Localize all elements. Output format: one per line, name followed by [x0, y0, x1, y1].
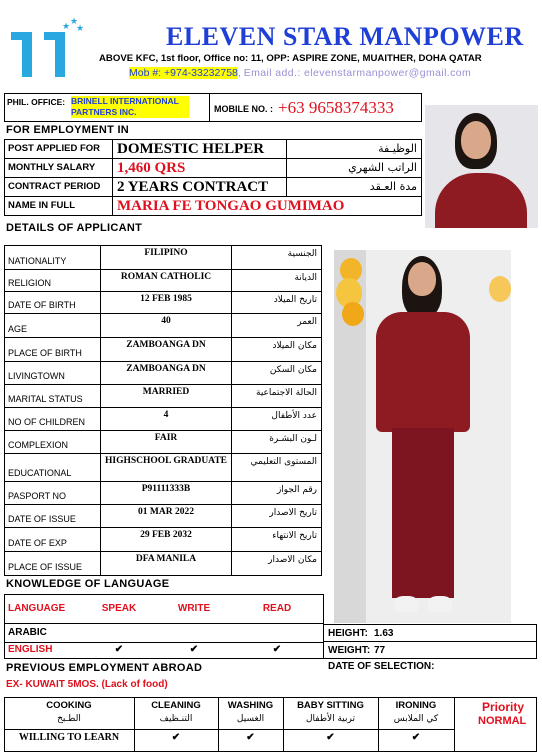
- uniform-pants: [392, 428, 454, 598]
- detail-value: P91111333B: [141, 484, 191, 494]
- height-value: 1.63: [374, 628, 394, 639]
- language-divider: [4, 642, 324, 643]
- detail-label-cell: [4, 504, 101, 528]
- employment-value-cell: [112, 158, 287, 178]
- language-divider: [4, 623, 324, 624]
- detail-value-cell: [100, 269, 232, 292]
- detail-arabic: العمر: [297, 317, 317, 327]
- employment-arabic: الراتب الشهري: [348, 161, 417, 174]
- detail-label-cell: [4, 291, 101, 314]
- detail-value: DFA MANILA: [135, 554, 197, 564]
- company-name: ELEVEN STAR MANPOWER: [166, 22, 524, 51]
- detail-arabic: مكان الاصدار: [268, 555, 317, 565]
- speak-header: SPEAK: [101, 603, 137, 614]
- speak-check: ✔: [114, 644, 124, 655]
- detail-arabic: مكان الميلاد: [272, 341, 317, 351]
- detail-arabic: تاريخ الميلاد: [273, 295, 317, 305]
- previous-entry: EX- KUWAIT 5MOS. (Lack of food): [6, 679, 168, 690]
- detail-label: AGE: [8, 324, 28, 334]
- employment-label-cell: [4, 139, 113, 159]
- weight-value: 77: [374, 645, 386, 656]
- shoe: [428, 596, 452, 612]
- detail-arabic-cell: [231, 504, 322, 528]
- detail-label: NO OF CHILDREN: [8, 417, 86, 427]
- detail-value-cell: [100, 527, 232, 552]
- detail-value-cell: [100, 453, 232, 482]
- priority-value: NORMAL: [478, 715, 527, 727]
- detail-label-cell: [4, 527, 101, 552]
- detail-arabic-cell: [231, 269, 322, 292]
- detail-value: HIGHSCHOOL GRADUATE: [104, 456, 228, 466]
- logo-stroke: [22, 32, 32, 77]
- detail-value-cell: [100, 481, 232, 505]
- employment-label-cell: [4, 177, 113, 197]
- detail-arabic: الديانة: [294, 273, 317, 283]
- skills-value-row: [4, 732, 454, 746]
- detail-arabic-cell: [231, 430, 322, 454]
- detail-label-cell: [4, 453, 101, 482]
- language-header-row: [4, 603, 324, 617]
- detail-value: 4: [163, 410, 169, 420]
- detail-value: ZAMBOANGA DN: [126, 340, 206, 350]
- detail-value-cell: [100, 504, 232, 528]
- language-header: LANGUAGE: [8, 603, 66, 614]
- detail-arabic-cell: [231, 527, 322, 552]
- detail-value-cell: [100, 430, 232, 454]
- weight-label: WEIGHT:: [328, 645, 371, 656]
- ironing-header: IRONING: [395, 700, 437, 711]
- detail-label-cell: [4, 407, 101, 431]
- washing-arabic: الغسيل: [236, 714, 265, 724]
- read-check: ✔: [272, 644, 282, 655]
- washing-header: WASHING: [227, 700, 274, 711]
- office-label: PHIL. OFFICE:: [7, 97, 66, 107]
- detail-arabic-cell: [231, 361, 322, 385]
- employment-label: POST APPLIED FOR: [8, 143, 101, 154]
- detail-arabic-cell: [231, 291, 322, 314]
- employment-label-cell: [4, 196, 113, 216]
- employment-arabic: مدة العـقد: [369, 180, 417, 193]
- cooking-arabic: الطـبخ: [57, 714, 81, 724]
- employment-arabic-cell: [286, 139, 422, 159]
- detail-label: DATE OF EXP: [8, 538, 67, 548]
- detail-arabic: تاريخ الاصدار: [269, 508, 317, 518]
- detail-value: ROMAN CATHOLIC: [120, 272, 212, 282]
- detail-value: 12 FEB 1985: [140, 294, 192, 304]
- detail-label: PLACE OF ISSUE: [8, 562, 83, 572]
- detail-label: PASPORT NO: [8, 491, 67, 501]
- uniform-top: [376, 312, 470, 432]
- language-row-english: [4, 644, 324, 658]
- mobile-cell: [209, 93, 422, 122]
- company-mobile: Mob #: +974-33232758: [129, 67, 238, 79]
- employment-value: 2 YEARS CONTRACT: [117, 179, 269, 195]
- mobile-value: +63 9658374333: [278, 98, 394, 117]
- skills-col-line: [454, 697, 455, 752]
- date-of-selection-label: DATE OF SELECTION:: [328, 661, 435, 672]
- employment-value: DOMESTIC HELPER: [117, 141, 265, 157]
- skills-arabic-row: [4, 714, 454, 726]
- uniform: [435, 173, 527, 228]
- language-name: ARABIC: [8, 627, 47, 638]
- detail-value: 01 MAR 2022: [138, 507, 194, 517]
- company-email[interactable]: Email add.: elevenstarmanpower@gmail.com: [243, 67, 472, 79]
- cleaning-value: ✔: [171, 732, 181, 743]
- detail-value: MARRIED: [142, 387, 190, 397]
- cooking-value: WILLING TO LEARN: [18, 732, 120, 743]
- write-header: WRITE: [177, 603, 211, 614]
- employment-arabic-cell: [286, 177, 422, 197]
- detail-label: EDUCATIONAL: [8, 468, 72, 478]
- detail-label-cell: [4, 430, 101, 454]
- employment-value: MARIA FE TONGAO GUMIMAO: [117, 198, 345, 214]
- detail-label-cell: [4, 361, 101, 385]
- detail-value: FILIPINO: [144, 248, 188, 258]
- height-cell: [323, 624, 537, 642]
- star-icon: ★: [76, 23, 85, 33]
- shoe: [394, 596, 418, 612]
- office-value: BRINELL INTERNATIONAL PARTNERS INC.: [71, 96, 189, 118]
- employment-arabic-cell: [286, 158, 422, 178]
- detail-arabic-cell: [231, 481, 322, 505]
- read-header: READ: [262, 603, 292, 614]
- detail-value: 40: [161, 316, 171, 326]
- baby-sitting-arabic: تربية الأطفال: [305, 714, 355, 724]
- face: [408, 262, 436, 296]
- detail-label-cell: [4, 269, 101, 292]
- detail-arabic: الجنسية: [287, 249, 317, 259]
- cleaning-arabic: التنـظيف: [159, 714, 193, 724]
- detail-label: DATE OF ISSUE: [8, 514, 76, 524]
- language-name: ENGLISH: [8, 644, 53, 655]
- detail-value-cell: [100, 384, 232, 408]
- detail-label: NATIONALITY: [8, 256, 67, 266]
- detail-value-cell: [100, 245, 232, 270]
- detail-label-cell: [4, 551, 101, 576]
- detail-label-cell: [4, 481, 101, 505]
- detail-arabic: لـون البشـرة: [269, 434, 317, 444]
- detail-arabic: رقم الجواز: [276, 485, 317, 495]
- logo-stroke: [55, 32, 65, 77]
- detail-label-cell: [4, 313, 101, 338]
- ironing-arabic: كي الملابس: [393, 714, 439, 724]
- language-row-arabic: [4, 627, 324, 641]
- employment-value-cell: [112, 177, 287, 197]
- detail-label-cell: [4, 245, 101, 270]
- office-cell: [4, 93, 210, 122]
- language-section-title: KNOWLEDGE OF LANGUAGE: [6, 578, 170, 590]
- detail-arabic-cell: [231, 337, 322, 362]
- employment-label: NAME IN FULL: [8, 200, 76, 211]
- baby-sitting-header: BABY SITTING: [297, 700, 364, 711]
- detail-arabic-cell: [231, 551, 322, 576]
- detail-value: ZAMBOANGA DN: [126, 364, 206, 374]
- detail-label: PLACE OF BIRTH: [8, 348, 82, 358]
- applicant-photo-small: [425, 105, 538, 228]
- detail-label: COMPLEXION: [8, 440, 69, 450]
- detail-value-cell: [100, 361, 232, 385]
- star-icon: ★: [62, 21, 71, 31]
- detail-value-cell: [100, 407, 232, 431]
- detail-arabic-cell: [231, 453, 322, 482]
- decor-balloon: [342, 302, 364, 326]
- company-address: ABOVE KFC, 1st floor, Office no: 11, OPP: ASPIRE ZONE, MUAITHER, DOHA QATAR: [99, 53, 482, 64]
- detail-arabic: تاريخ الانتهاء: [272, 531, 317, 541]
- washing-value: ✔: [246, 732, 255, 743]
- detail-value-cell: [100, 337, 232, 362]
- star-icon: ★: [70, 16, 79, 26]
- cleaning-header: CLEANING: [151, 700, 201, 711]
- detail-value-cell: [100, 313, 232, 338]
- weight-cell: [323, 641, 537, 659]
- cooking-header: COOKING: [46, 700, 92, 711]
- detail-arabic-cell: [231, 384, 322, 408]
- detail-value-cell: [100, 291, 232, 314]
- detail-label: RELIGION: [8, 278, 52, 288]
- detail-label-cell: [4, 384, 101, 408]
- detail-arabic: المستوى التعليمي: [250, 457, 317, 467]
- employment-section-title: FOR EMPLOYMENT IN: [6, 124, 130, 136]
- ironing-value: ✔: [411, 732, 421, 743]
- detail-value: FAIR: [154, 433, 178, 443]
- decor-balloon: [489, 276, 511, 302]
- priority-label: Priority: [482, 700, 525, 714]
- employment-label: CONTRACT PERIOD: [8, 181, 101, 192]
- details-section-title: DETAILS OF APPLICANT: [6, 222, 143, 234]
- contact-line: [129, 67, 471, 79]
- mobile-label: MOBILE NO. :: [214, 104, 273, 114]
- employment-arabic: الوظيـفة: [378, 142, 417, 155]
- detail-arabic: الحالة الاجتماعية: [256, 388, 317, 398]
- detail-arabic-cell: [231, 313, 322, 338]
- previous-section-title: PREVIOUS EMPLOYMENT ABROAD: [6, 662, 203, 674]
- write-check: ✔: [189, 644, 199, 655]
- employment-value: 1,460 QRS: [117, 160, 186, 176]
- employment-label: MONTHLY SALARY: [8, 162, 96, 173]
- employment-value-cell: [112, 139, 287, 159]
- height-label: HEIGHT:: [328, 628, 368, 639]
- skills-divider: [4, 729, 454, 730]
- detail-label: DATE OF BIRTH: [8, 300, 76, 310]
- detail-label: MARITAL STATUS: [8, 394, 83, 404]
- detail-arabic-cell: [231, 245, 322, 270]
- detail-label: LIVINGTOWN: [8, 371, 65, 381]
- employment-value-cell: [112, 196, 422, 216]
- detail-value-cell: [100, 551, 232, 576]
- detail-arabic-cell: [231, 407, 322, 431]
- employment-label-cell: [4, 158, 113, 178]
- contact-separator: ,: [237, 67, 241, 79]
- detail-arabic: مكان السكن: [269, 365, 317, 375]
- skills-header-row: [4, 700, 454, 712]
- applicant-photo-full: [334, 250, 511, 623]
- baby-sitting-value: ✔: [326, 732, 335, 743]
- detail-arabic: عدد الأطفال: [271, 411, 317, 421]
- detail-label-cell: [4, 337, 101, 362]
- detail-value: 29 FEB 2032: [140, 530, 192, 540]
- face: [461, 121, 491, 159]
